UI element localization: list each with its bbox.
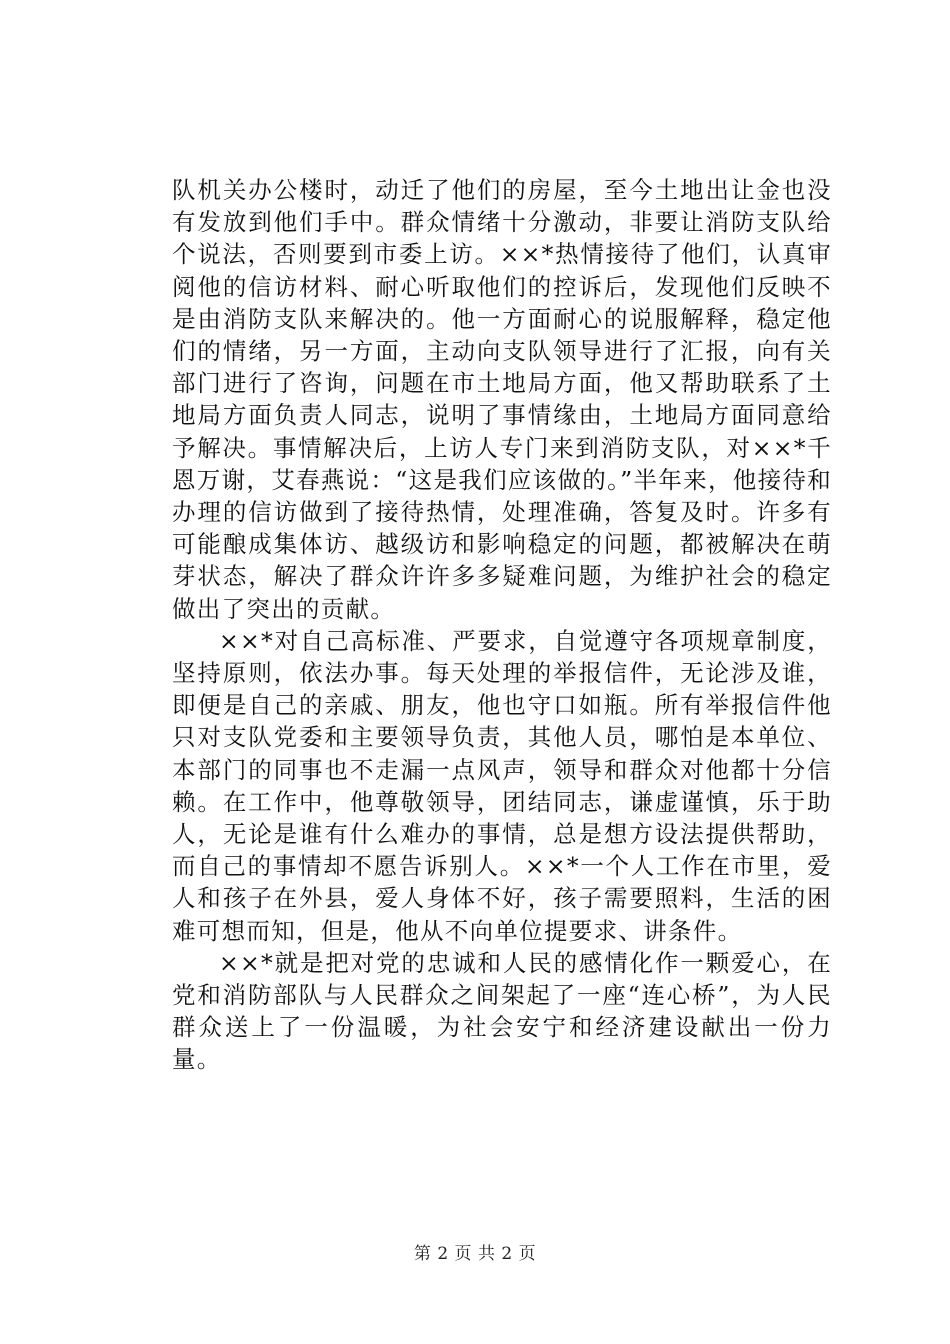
document-body (172, 174, 832, 1076)
paragraph-self-discipline: ××*对自己高标准、严要求，自觉遵守各项规章制度，坚持原则，依法办事。每天处理的举报信件，无论涉及谁，即便是自己的亲戚、朋友，他也守口如瓶。所有举报信件他只对支队党委和主要领导负责，其他人员，哪怕是本单位、本部门的同事也不走漏一点风声，领导和群众对他都十分信赖。在工作中，他尊敬领导，团结同志，谦虚谨慎，乐于助人，无论是谁有什么难办的事情，总是想方设法提供帮助，而自己的事情却不愿告诉别人。××*一个人工作在市里，爱人和孩子在外县，爱人身体不好，孩子需要照料，生活的困难可想而知，但是，他从不向单位提要求、讲条件。 (172, 626, 832, 945)
paragraph-conclusion: ××*就是把对党的忠诚和人民的感情化作一颗爱心，在党和消防部队与人民群众之间架起了一座“连心桥”，为人民群众送上了一份温暖，为社会安宁和经济建设献出一份力量。 (172, 948, 832, 1074)
page-footer: 第 2 页 共 2 页 (413, 1244, 537, 1264)
paragraph-continued: 队机关办公楼时，动迁了他们的房屋，至今土地出让金也没有发放到他们手中。群众情绪十分激动，非要让消防支队给个说法，否则要到市委上访。××*热情接待了他们，认真审阅他的信访材料、耐心听取他们的控诉后，发现他们反映不是由消防支队来解决的。他一方面耐心的说服解释，稳定他们的情绪，另一方面，主动向支队领导进行了汇报，向有关部门进行了咨询，问题在市土地局方面，他又帮助联系了土地局方面负责人同志，说明了事情缘由，土地局方面同意给予解决。事情解决后，上访人专门来到消防支队，对××*千恩万谢，艾春燕说：“这是我们应该做的。”半年来，他接待和办理的信访做到了接待热情，处理准确，答复及时。许多有可能酿成集体访、越级访和影响稳定的问题，都被解决在萌芽状态，解决了群众许许多多疑难问题，为维护社会的稳定做出了突出的贡献。 (172, 176, 832, 623)
